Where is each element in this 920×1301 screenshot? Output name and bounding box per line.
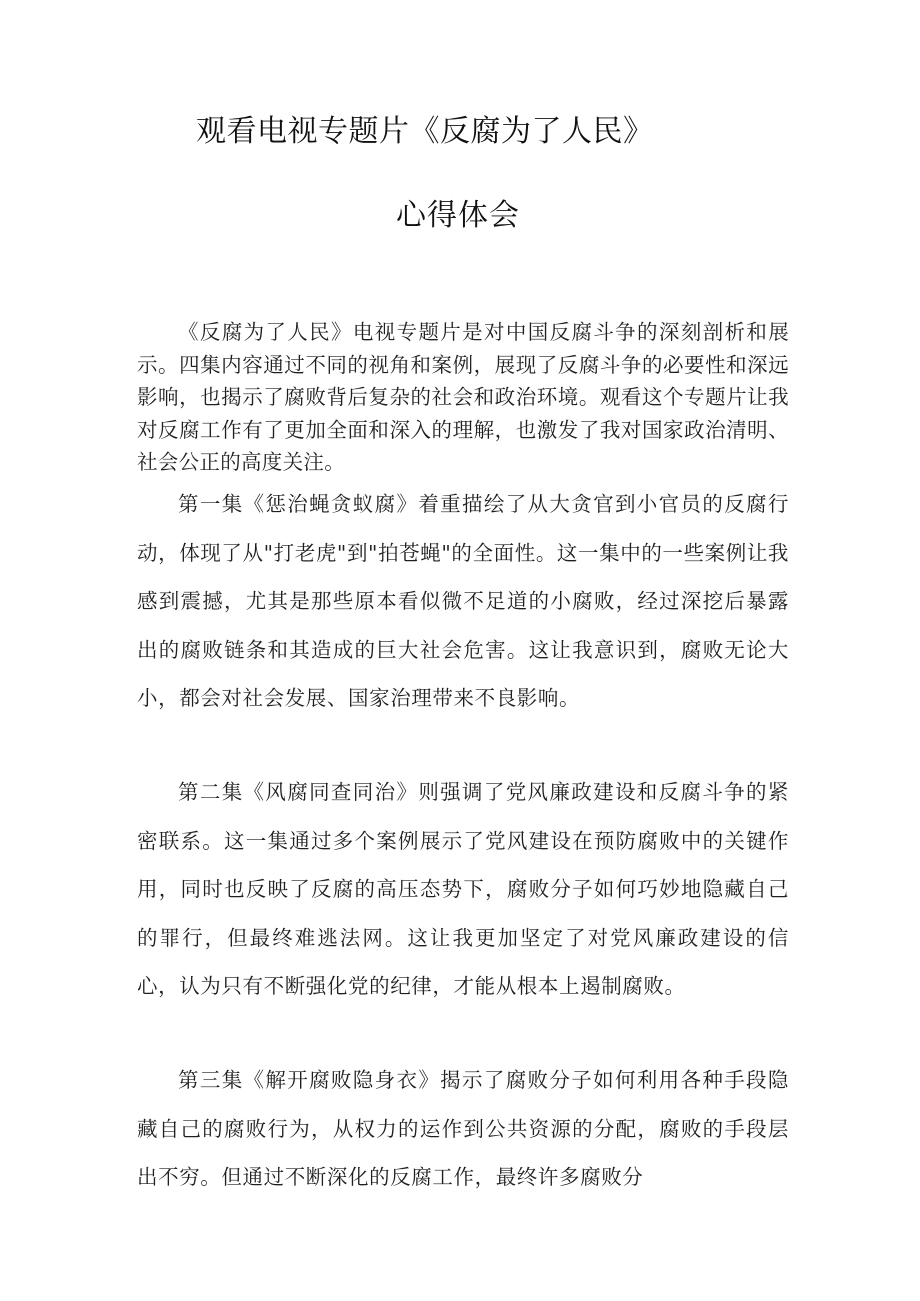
paragraph-episode-3: 第三集《解开腐败隐身衣》揭示了腐败分子如何利用各种手段隐藏自己的腐败行为，从权力的运作到公共资源的分配，腐败的手段层出不穷。但通过不断深化的反腐工作，最终许多腐败分 (137, 1068, 789, 1189)
paragraph-episode-2: 第二集《风腐同查同治》则强调了党风廉政建设和反腐斗争的紧密联系。这一集通过多个案例展示了党风建设在预防腐败中的关键作用，同时也反映了反腐的高压态势下，腐败分子如何巧妙地隐藏自己的罪行，但最终难逃法网。这让我更加坚定了对党风廉政建设的信心，认为只有不断强化党的纪律，才能从根本上遏制腐败。 (137, 780, 789, 998)
paragraph-intro: 《反腐为了人民》电视专题片是对中国反腐斗争的深刻剖析和展示。四集内容通过不同的视角和案例，展现了反腐斗争的必要性和深远影响，也揭示了腐败背后复杂的社会和政治环境。观看这个专题片让我对反腐工作有了更加全面和深入的理解，也激发了我对国家政治清明、社会公正的高度关注。 (137, 320, 789, 474)
paragraph-episode-1: 第一集《惩治蝇贪蚁腐》着重描绘了从大贪官到小官员的反腐行动，体现了从"打老虎"到"拍苍蝇"的全面性。这一集中的一些案例让我感到震撼，尤其是那些原本看似微不足道的小腐败，经过深挖后暴露出的腐败链条和其造成的巨大社会危害。这让我意识到，腐败无论大小，都会对社会发展、国家治理带来不良影响。 (137, 492, 790, 710)
document-title-line-1: 观看电视专题片《反腐为了人民》 (196, 114, 654, 149)
document-title-line-2: 心得体会 (396, 198, 520, 233)
